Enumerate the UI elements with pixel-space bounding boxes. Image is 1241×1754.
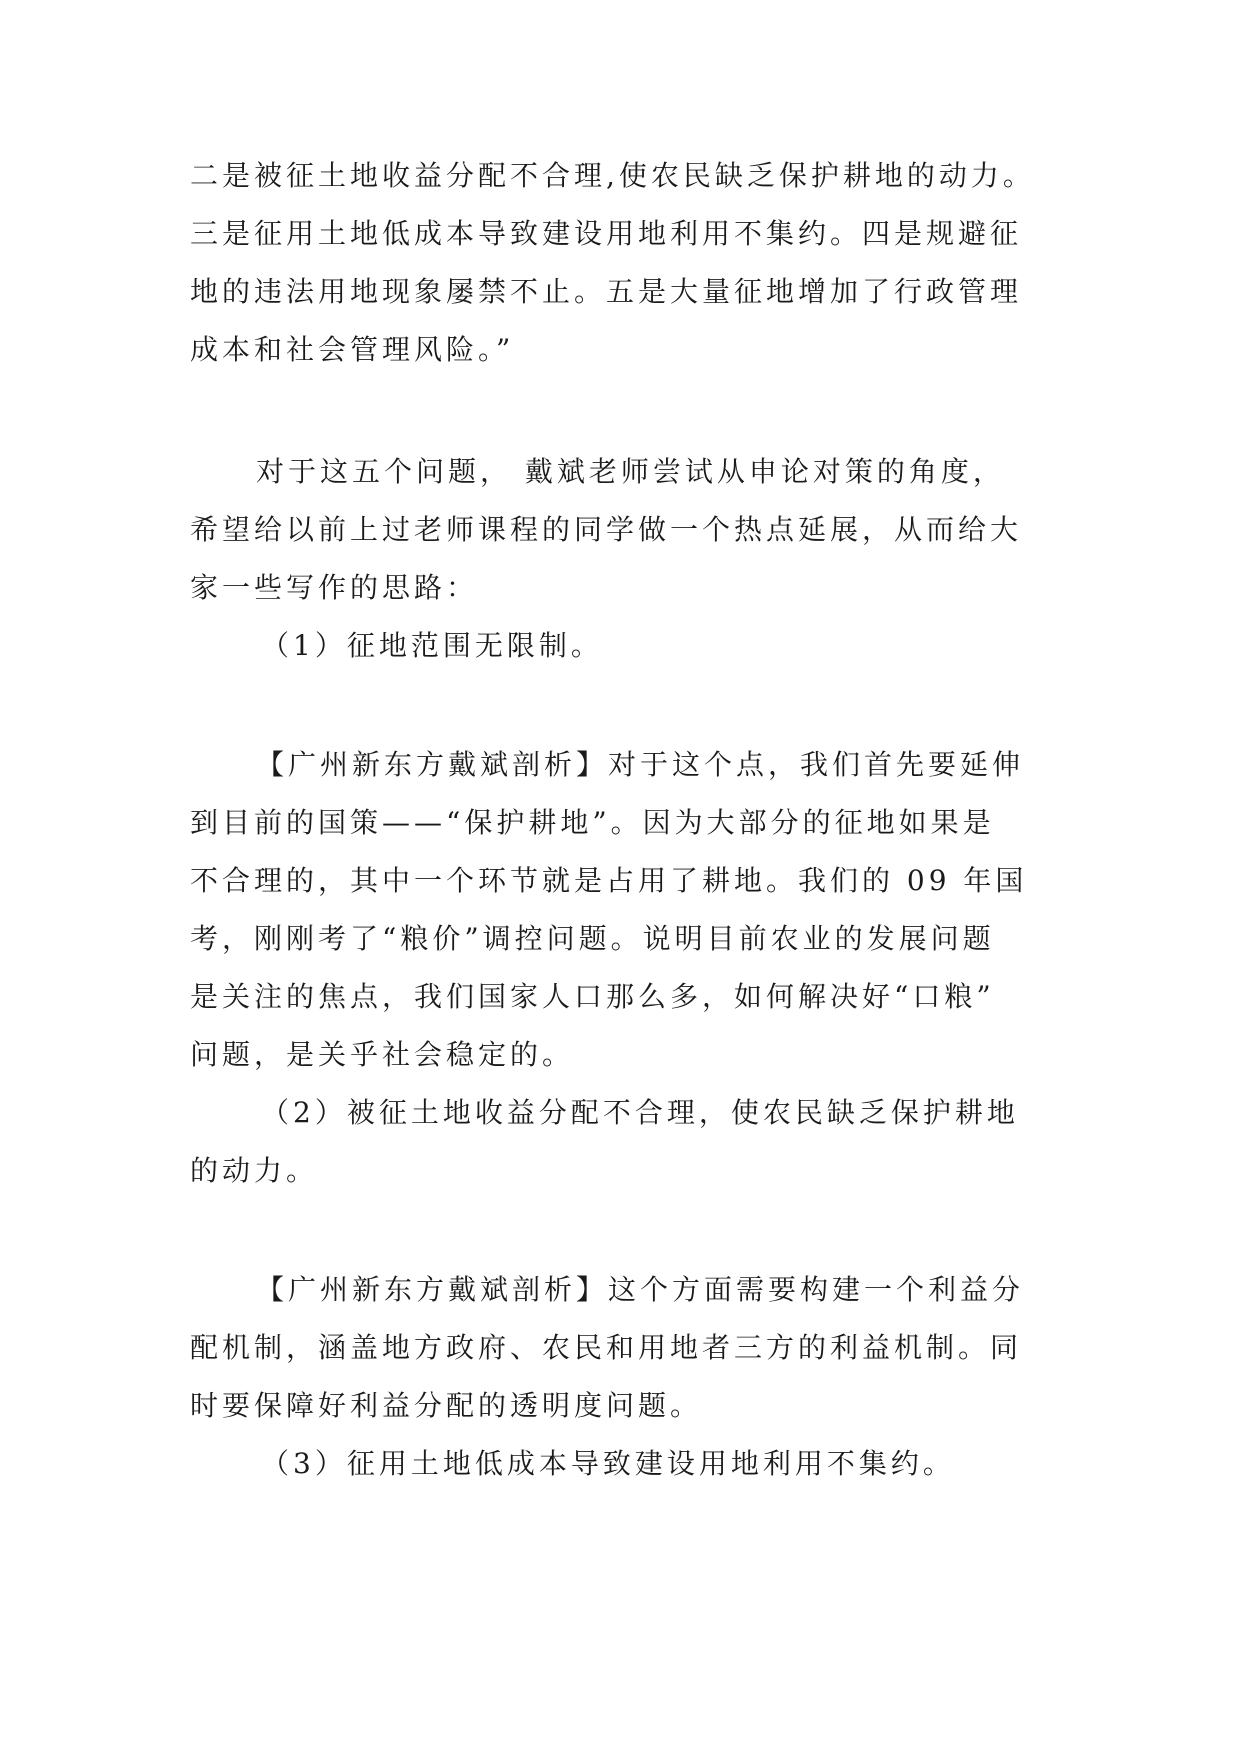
list-heading: （3）征用土地低成本导致建设用地利用不集约。 bbox=[261, 1447, 955, 1480]
text-line: 家一些写作的思路： bbox=[190, 571, 479, 604]
text-line: 三是征用土地低成本导致建设用地利用不集约。四是规避征 bbox=[190, 217, 1023, 250]
text-line: 的动力。 bbox=[190, 1154, 319, 1187]
text-line: 地的违法用地现象屡禁不止。五是大量征地增加了行政管理 bbox=[190, 275, 1023, 308]
text-line: 【广州新东方戴斌剖析】这个方面需要构建一个利益分 bbox=[256, 1273, 1025, 1306]
text-line: 不合理的，其中一个环节就是占用了耕地。我们的 09 年国 bbox=[190, 864, 1028, 897]
text-line: 考，刚刚考了“粮价”调控问题。说明目前农业的发展问题 bbox=[190, 922, 995, 955]
text-line: 对于这五个问题， 戴斌老师尝试从申论对策的角度， bbox=[256, 455, 1005, 488]
text-line: 成本和社会管理风险。” bbox=[190, 333, 515, 366]
text-line: 到目前的国策——“保护耕地”。因为大部分的征地如果是 bbox=[190, 806, 995, 839]
text-line: 【广州新东方戴斌剖析】对于这个点，我们首先要延伸 bbox=[256, 748, 1025, 781]
text-line: 时要保障好利益分配的透明度问题。 bbox=[190, 1389, 703, 1422]
text-line: 希望给以前上过老师课程的同学做一个热点延展，从而给大 bbox=[190, 513, 1023, 546]
list-heading: （2）被征土地收益分配不合理，使农民缺乏保护耕地 bbox=[261, 1096, 1019, 1129]
text-line: 问题，是关乎社会稳定的。 bbox=[190, 1038, 575, 1071]
text-line: 是关注的焦点，我们国家人口那么多，如何解决好“口粮” bbox=[190, 980, 995, 1013]
list-heading: （1）征地范围无限制。 bbox=[261, 629, 603, 662]
text-line: 配机制，涵盖地方政府、农民和用地者三方的利益机制。同 bbox=[190, 1331, 1023, 1364]
text-line: 二是被征土地收益分配不合理,使农民缺乏保护耕地的动力。 bbox=[190, 159, 1035, 192]
